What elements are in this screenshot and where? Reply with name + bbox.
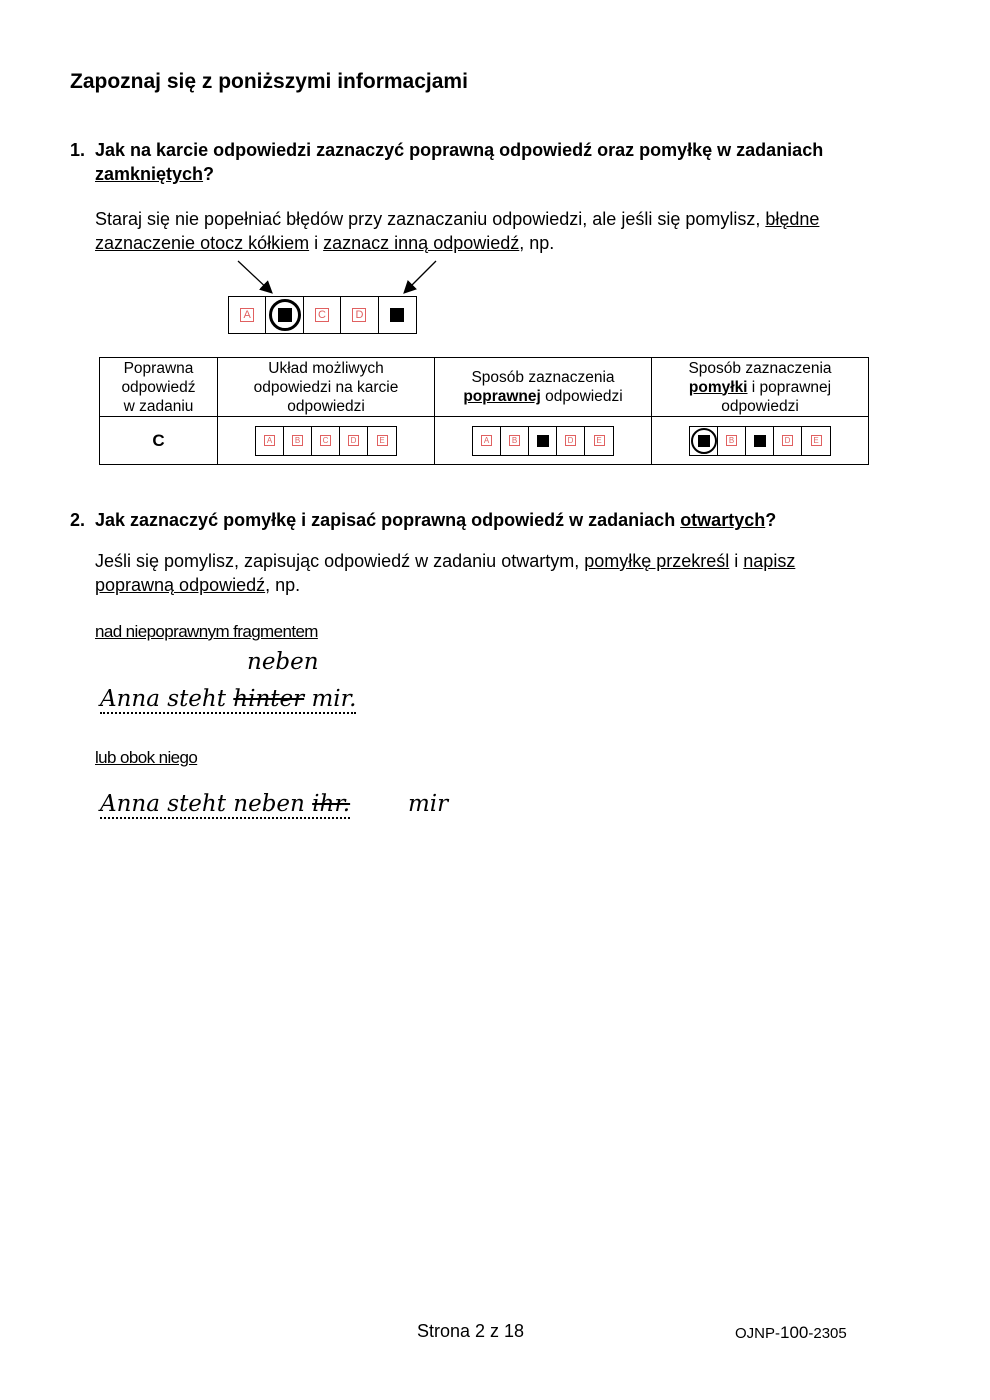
header-layout (218, 358, 435, 417)
demo-cell-filled (379, 297, 416, 333)
example2-sentence (100, 791, 350, 817)
h4-rest: i poprawnej (747, 378, 832, 396)
demo-cell-c (304, 297, 341, 333)
example1-struck-word: hinter (233, 686, 305, 712)
correct-cell-e (585, 427, 613, 455)
example1-dotted-line (100, 686, 356, 714)
question-1 (70, 138, 870, 188)
question-1-number: 1. (70, 140, 86, 160)
box-d: D (348, 435, 359, 446)
layout-cell-a (256, 427, 284, 455)
instr2-correct-answer-text: poprawną odpowiedź (95, 575, 266, 595)
page-number: Strona 2 z 18 (417, 1321, 525, 1341)
question-2-text (95, 508, 855, 532)
layout-cell-c (312, 427, 340, 455)
question-1-text (95, 138, 855, 186)
exam-code (735, 1323, 847, 1343)
correct-marking-cell (435, 417, 652, 465)
h3-bold: poprawnej (463, 388, 541, 405)
demo-answer-strip (228, 296, 417, 334)
table-header-row (100, 358, 869, 417)
layout-cell-e (368, 427, 396, 455)
example1-sentence (100, 686, 356, 712)
instr2-text: Jeśli się pomylisz, zapisując odpowiedź w zadaniu otwartym, (95, 551, 585, 571)
question-1-text-line1: Jak na karcie odpowiedzi zaznaczyć poprawną odpowiedź oraz pomyłkę w zadaniach (95, 140, 824, 160)
demo-cell-d (341, 297, 378, 333)
box-e: E (377, 435, 388, 446)
question-1-instructions (95, 207, 875, 255)
layout-cell-b (284, 427, 312, 455)
answer-marking-table (99, 357, 869, 465)
example2-struck-word: ihr. (312, 791, 351, 817)
example1-correction: neben (247, 649, 319, 675)
example1-part-a: Anna steht (100, 686, 234, 712)
mistake-cell-a (690, 427, 718, 455)
header-mistake-marking (652, 358, 869, 417)
header-correct-marking (435, 358, 652, 417)
arrow-left (238, 261, 271, 292)
demo-box-d: D (352, 308, 366, 322)
mistake-cell-e (802, 427, 830, 455)
label-above-fragment: nad niepoprawnym fragmentem (95, 622, 318, 641)
h4-line1: Sposób zaznaczenia (688, 359, 832, 377)
header-correct-answer (100, 358, 218, 417)
example2-part-a: Anna steht neben (100, 791, 313, 817)
correct-cell-d (557, 427, 585, 455)
h2-line1: Układ możliwych (268, 359, 384, 377)
correct-cell-c (529, 427, 557, 455)
h1-line2: odpowiedź (121, 378, 196, 396)
page-heading: Zapoznaj się z poniższymi informacjami (70, 70, 468, 93)
mistake-marking-cell (652, 417, 869, 465)
question-2-mark: ? (765, 510, 777, 530)
instr1-underlined: błędne (765, 209, 820, 229)
instr2-write-text: napisz (743, 551, 796, 571)
exam-code-suffix: -2305 (808, 1325, 847, 1342)
question-2-keyword: otwartych (680, 510, 766, 530)
instr2-strike-text: pomyłkę przekreśl (584, 551, 730, 571)
instr2-and: i (729, 551, 744, 571)
h4-line3: odpowiedzi (721, 397, 799, 415)
instr1-circle-text: zaznaczenie otocz kółkiem (95, 233, 310, 253)
example1-part-b: mir. (304, 686, 357, 712)
demo-circle-mark (269, 299, 301, 331)
h3-rest: odpowiedzi (540, 388, 623, 405)
arrow-right (405, 261, 436, 292)
box-b: B (509, 435, 520, 446)
h2-line3: odpowiedzi (287, 397, 365, 415)
box-e: E (594, 435, 605, 446)
question-1-keyword: zamkniętych (95, 164, 204, 184)
mistake-strip (689, 426, 831, 456)
box-c: C (320, 435, 331, 446)
question-2-instructions (95, 549, 875, 597)
table-body-row (100, 417, 869, 465)
h1-line1: Poprawna (123, 359, 194, 377)
answer-letter: C (152, 430, 165, 450)
label-beside-it: lub obok niego (95, 748, 198, 767)
filled-box-c (754, 435, 766, 447)
box-e: E (811, 435, 822, 446)
layout-cell (218, 417, 435, 465)
correct-strip (472, 426, 614, 456)
box-d: D (782, 435, 793, 446)
demo-cell-circled (266, 297, 303, 333)
question-2-number: 2. (70, 510, 86, 530)
box-b: B (292, 435, 303, 446)
demo-cell-a (229, 297, 266, 333)
instr2-eg: , np. (265, 575, 301, 595)
mistake-circle-mark (691, 428, 717, 454)
demo-box-a: A (240, 308, 254, 322)
question-2-text-main: Jak zaznaczyć pomyłkę i zapisać poprawną odpowiedź w zadaniach (95, 510, 681, 530)
filled-box-c (537, 435, 549, 447)
demo-box-c: C (315, 308, 329, 322)
mistake-cell-b (718, 427, 746, 455)
answer-cell (100, 417, 218, 465)
box-b: B (726, 435, 737, 446)
example2-dotted-line (100, 791, 350, 819)
correct-cell-a (473, 427, 501, 455)
correct-cell-b (501, 427, 529, 455)
box-a: A (264, 435, 275, 446)
layout-cell-d (340, 427, 368, 455)
example2-correction: mir (408, 791, 449, 817)
mistake-cell-c (746, 427, 774, 455)
h2-line2: odpowiedzi na karcie (253, 378, 399, 396)
h4-bold: pomyłki (688, 378, 748, 396)
instr1-mark-other-text: zaznacz inną odpowiedź (323, 233, 520, 253)
h1-line3: w zadaniu (123, 397, 194, 415)
question-2 (70, 508, 870, 534)
exam-code-prefix: OJNP- (735, 1325, 780, 1342)
mistake-cell-d (774, 427, 802, 455)
instr1-eg: , np. (519, 233, 555, 253)
instr1-and: i (309, 233, 324, 253)
demo-filled-box (390, 308, 404, 322)
box-a: A (481, 435, 492, 446)
instr1-text: Staraj się nie popełniać błędów przy zaznaczaniu odpowiedzi, ale jeśli się pomylisz, (95, 209, 766, 229)
arrows-illustration (225, 255, 445, 300)
box-d: D (565, 435, 576, 446)
h3-line1: Sposób zaznaczenia (471, 369, 615, 386)
question-1-mark: ? (203, 164, 215, 184)
layout-strip (255, 426, 397, 456)
exam-code-number: 100 (780, 1323, 809, 1342)
